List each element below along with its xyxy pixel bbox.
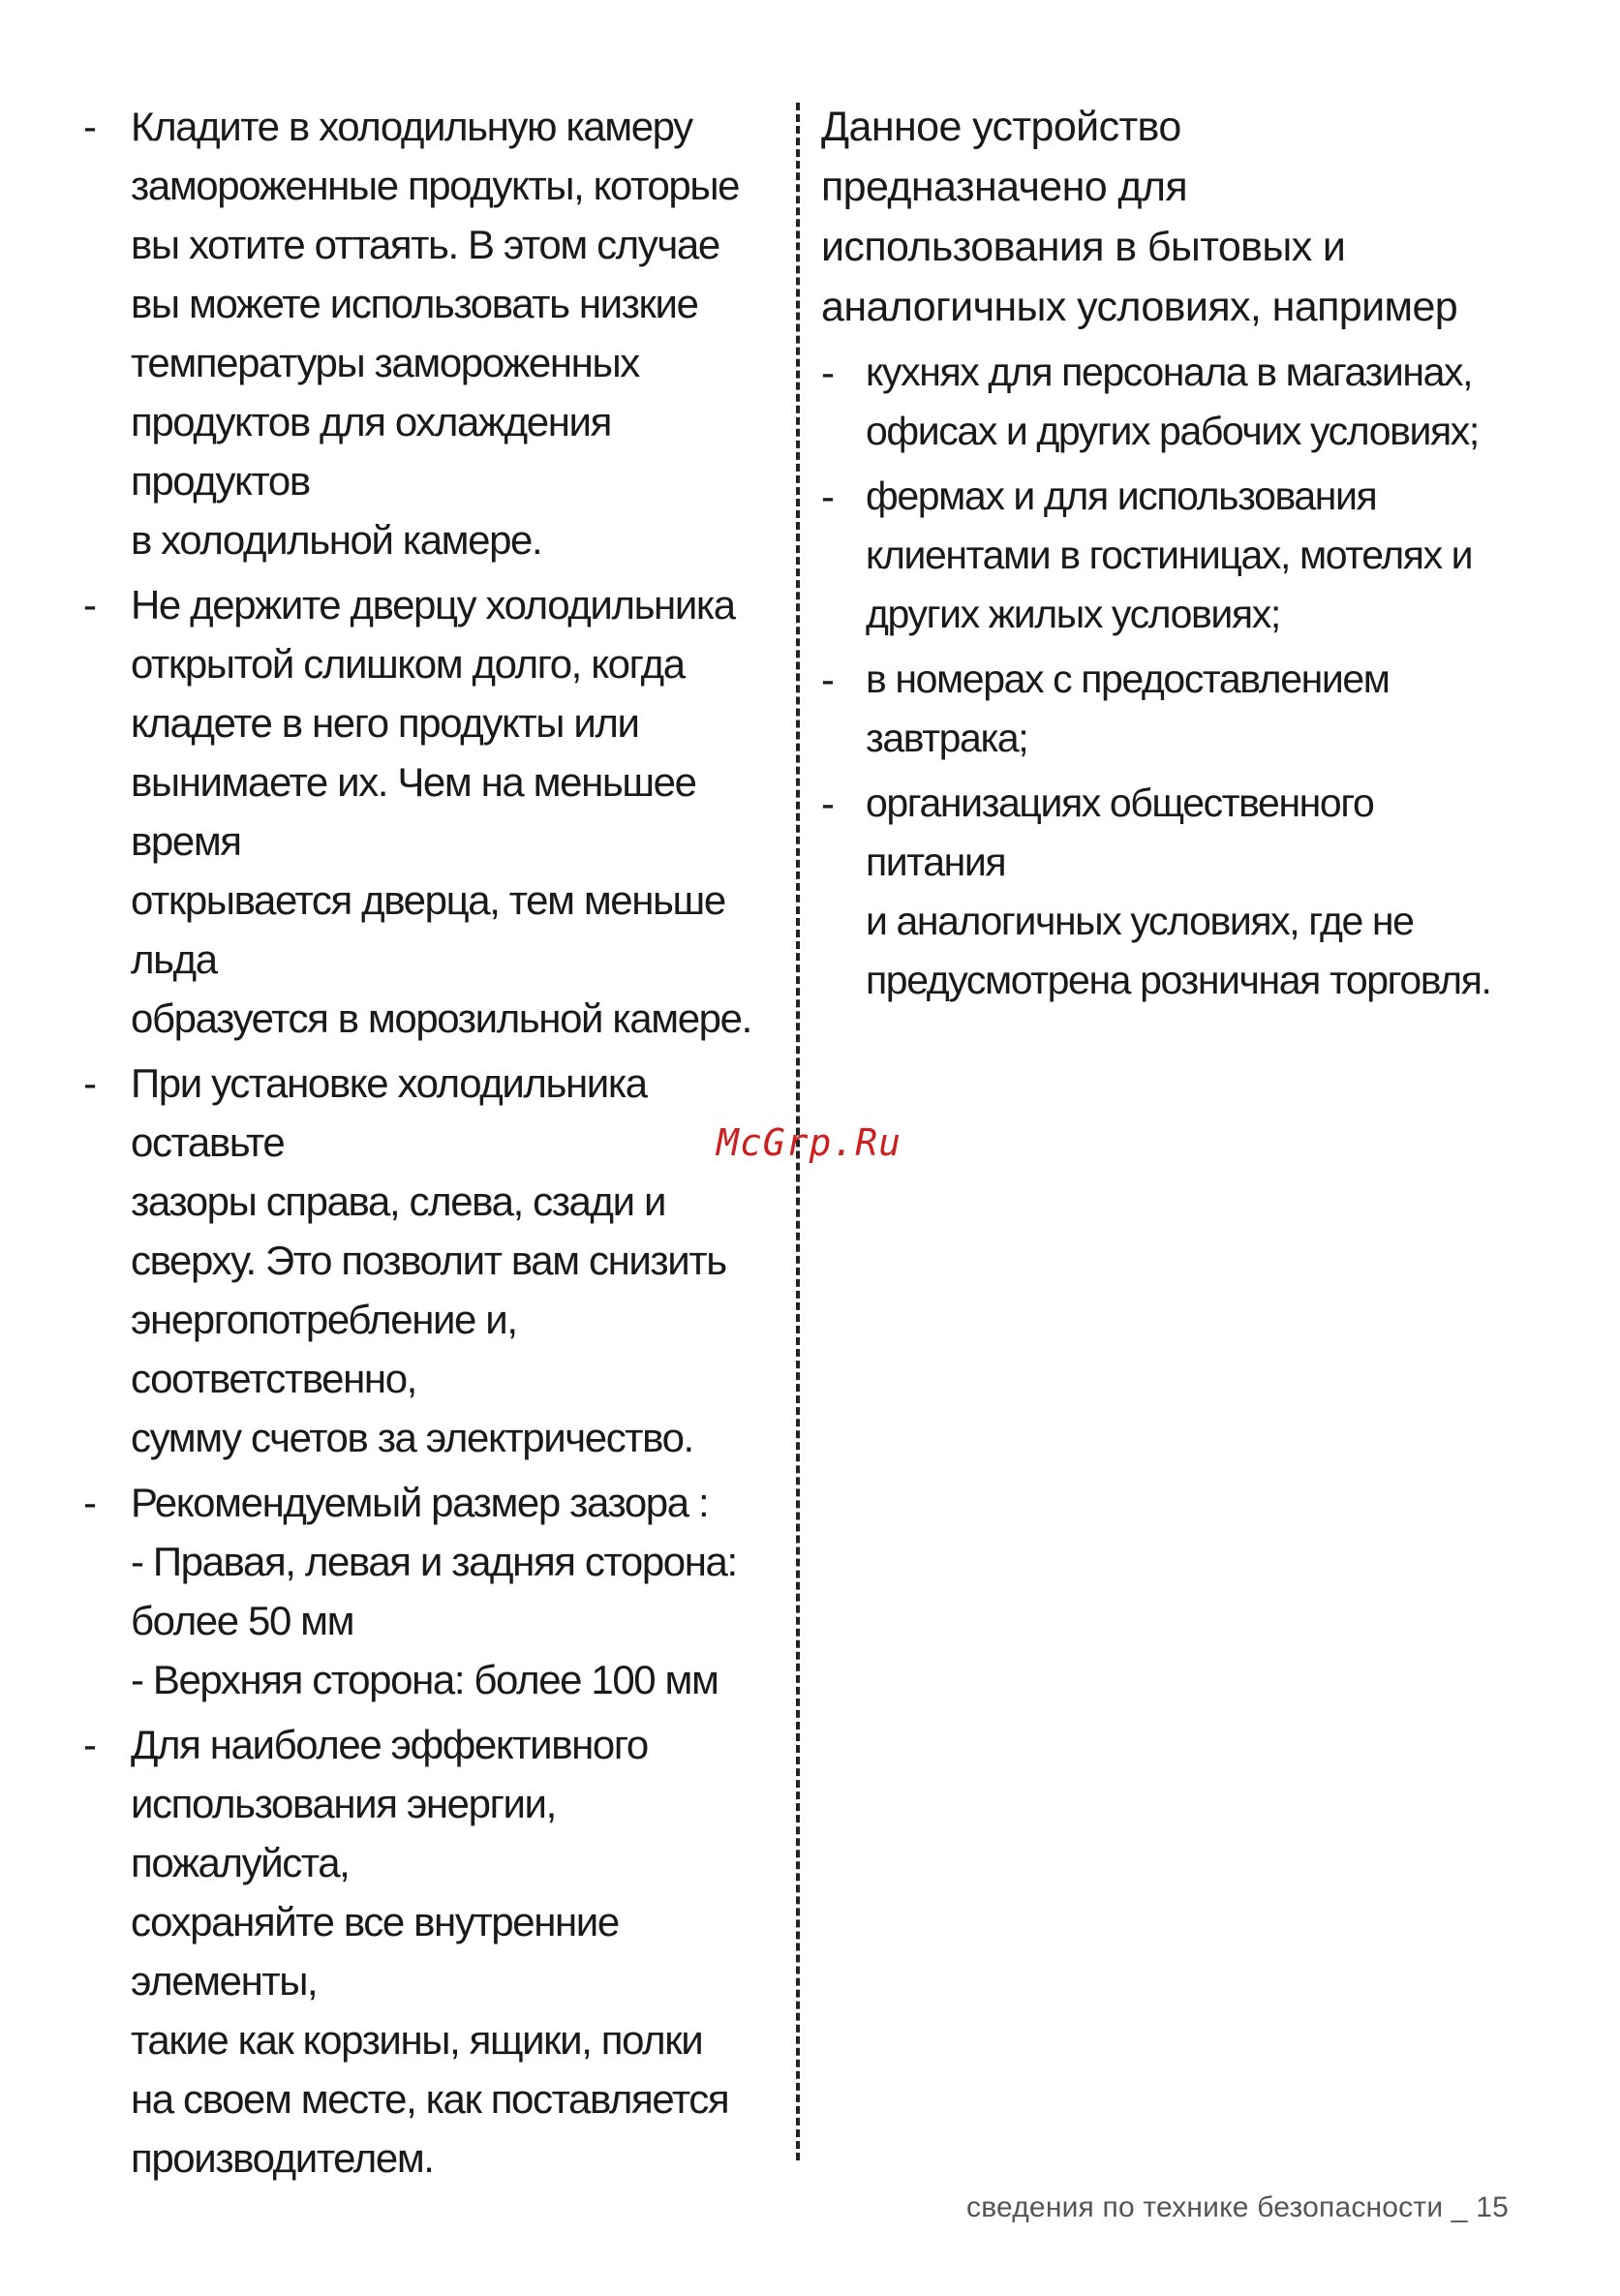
gap-top-subline: - Верхняя сторона: более 100 мм — [131, 1657, 718, 1702]
right-column — [821, 97, 1509, 1016]
list-item-text: Кладите в холодильную камеру замороженные продукты, которые вы хотите оттаять. В этом случае вы можете использовать низкие температуры замороженных продуктов для охлаждения продуктов в холодильной камере. — [131, 104, 740, 563]
bullet-dash: - — [821, 657, 835, 702]
bullet-dash: - — [83, 1480, 97, 1525]
bullet-dash: - — [83, 104, 97, 149]
list-item — [83, 1715, 780, 2188]
bullet-dash: - — [821, 474, 835, 519]
left-column — [83, 97, 780, 2193]
list-item-text: в номерах с предоставлением завтрака; — [866, 657, 1390, 760]
bullet-dash: - — [821, 781, 835, 826]
list-item-text: организациях общественного питания и аналогичных условиях, где не предусмотрена розничная торговля. — [866, 781, 1491, 1002]
list-item — [83, 575, 780, 1048]
list-item — [821, 774, 1509, 1010]
bullet-dash: - — [83, 1722, 97, 1767]
list-item-text: Не держите дверцу холодильника открытой слишком долго, когда кладете в него продукты или вынимаете их. Чем на меньшее время открывается дверца, тем меньше льда образуется в морозильной камере. — [131, 582, 751, 1041]
list-item-text: Для наиболее эффективного использования энергии, пожалуйста, сохраняйте все внутренние элементы, такие как корзины, ящики, полки на своем месте, как поставляется производителем. — [131, 1722, 729, 2181]
watermark-link[interactable]: McGrp.Ru — [717, 1121, 902, 1164]
bullet-dash: - — [83, 582, 97, 628]
list-item — [83, 1054, 780, 1467]
list-item-text: Рекомендуемый размер зазора : — [131, 1480, 709, 1525]
list-item — [83, 97, 780, 569]
list-item-text: При установке холодильника оставьте зазоры справа, слева, сзади и сверху. Это позволит вам снизить энергопотребление и, соответственно, сумму счетов за электричество. — [131, 1060, 726, 1460]
list-item — [821, 343, 1509, 461]
list-item-text: кухнях для персонала в магазинах, офисах и других рабочих условиях; — [866, 350, 1479, 453]
list-item-text: фермах и для использования клиентами в гостиницах, мотелях и других жилых условиях; — [866, 474, 1473, 636]
list-item-gap-size — [83, 1473, 780, 1709]
gap-side-subline: - Правая, левая и задняя сторона: более 50 мм — [131, 1539, 737, 1643]
list-item — [821, 650, 1509, 768]
usage-intro: Данное устройство предназначено для использования в бытовых и аналогичных условиях, например — [821, 104, 1458, 330]
bullet-dash: - — [83, 1060, 97, 1106]
list-item — [821, 467, 1509, 644]
bullet-dash: - — [821, 350, 835, 395]
page-footer: сведения по технике безопасности _ 15 — [966, 2191, 1509, 2223]
